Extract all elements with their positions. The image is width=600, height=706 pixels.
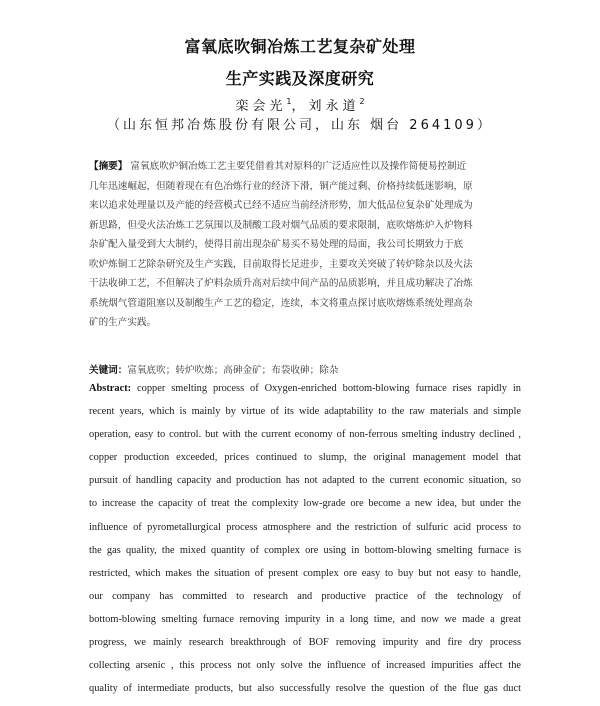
abstract-en-label: Abstract: (89, 383, 132, 394)
abstract-en-line: restricted, which makes the situation of present complex ore easy to buy but not easy to handle, (89, 567, 521, 579)
abstract-en-line: Abstract: copper smelting process of Oxygen-enriched bottom-blowing furnace rises rapidly in (89, 383, 521, 394)
abstract-zh-line: 来以追求处理量以及产能的经营模式已经不适应当前经济形势，加大低品位复杂矿处理成为 (89, 200, 473, 211)
abstract-zh-label: 【摘要】 (89, 161, 128, 172)
abstract-en-line: operation, easy to control. but with the current economy of non-ferrous smelting industry declined , (89, 429, 521, 441)
abstract-en-line: recent years, which is mainly by virtue of its wide adaptability to the raw materials and simple (89, 406, 521, 418)
abstract-zh-line: 【摘要】 富氧底吹炉铜冶炼工艺主要凭借着其对原料的广泛适应性以及操作简便易控制近 (89, 161, 467, 172)
abstract-zh-line: 干法收砷工艺，不但解决了炉料杂质升高对后续中间产品的品质影响，并且成功解决了冶炼 (89, 278, 473, 289)
keywords-text: 富氧底吹；转炉吹炼；高砷金矿；布袋收砷；除杂 (127, 365, 339, 376)
abstract-zh-line: 新思路，但受火法冶炼工艺氛围以及制酸工段对烟气品质的要求限制，底吹熔炼炉入炉物料 (89, 219, 473, 231)
abstract-en-line: copper production exceeded, prices continued to slump, the original management model that (89, 452, 521, 464)
abstract-zh-line: 矿的生产实践。 (89, 317, 157, 328)
abstract-zh-line: 吹炉炼铜工艺除杂研究及生产实践，目前取得长足进步，主要攻关突破了转炉除杂以及火法 (89, 258, 473, 270)
author-list (0, 95, 600, 114)
affiliation: （山东恒邦冶炼股份有限公司，山东 烟台 264109） (107, 118, 493, 133)
abstract-zh (89, 158, 519, 334)
abstract-en-line: influence of pyrometallurgical process atmosphere and the restriction of sulfuric acid process to (89, 521, 521, 533)
author-affiliation-mark: 1 (286, 97, 292, 106)
abstract-en (89, 383, 521, 706)
abstract-en-line: our company has committed to research and productive practice of the technology of (89, 590, 521, 602)
author-name: 栾会光 (235, 99, 287, 114)
abstract-zh-line: 系统烟气管道阻塞以及制酸生产工艺的稳定，连续，本文将重点探讨底吹熔炼系统处理高杂 (89, 297, 473, 309)
author-separator: ， (291, 99, 309, 114)
abstract-en-line: quality of intermediate products, but also successfully resolve the question of the flue gas duct (89, 683, 521, 695)
abstract-en-line: progress, we mainly research breakthrough of BOF removing impurity and fire dry process (89, 637, 521, 649)
abstract-en-line: the gas quality, the mixed quantity of complex ore using in bottom-blowing smelting furnace is (89, 544, 521, 556)
abstract-en-line: to increase the capacity of treat the complexity low-grade ore become a new idea, but under the (89, 498, 521, 510)
keywords-label: 关键词： (89, 365, 128, 376)
author-name: 刘永道 (308, 99, 360, 114)
abstract-en-line: bottom-blowing smelting furnace removing impurity in a long time, and now we made a great (89, 613, 521, 625)
paper-title-line-1: 富氧底吹铜冶炼工艺复杂矿处理 (184, 37, 416, 56)
keywords-zh (89, 362, 519, 376)
abstract-zh-line: 杂矿配入量受到大大制约，使得目前出现杂矿易买不易处理的局面，我公司长期致力于底 (89, 239, 464, 250)
abstract-en-line: collecting arsenic , this process not only solve the influence of increased impurities affect the (89, 660, 521, 672)
author-affiliation-mark: 2 (359, 97, 365, 106)
abstract-en-line: pursuit of handling capacity and production has not adapted to the current economic situation, so (89, 475, 521, 487)
paper-title-line-2: 生产实践及深度研究 (225, 69, 375, 88)
abstract-zh-line: 几年迅速崛起，但随着现在有色冶炼行业的经济下滑，铜产能过剩、价格持续低迷影响，原 (89, 180, 473, 192)
